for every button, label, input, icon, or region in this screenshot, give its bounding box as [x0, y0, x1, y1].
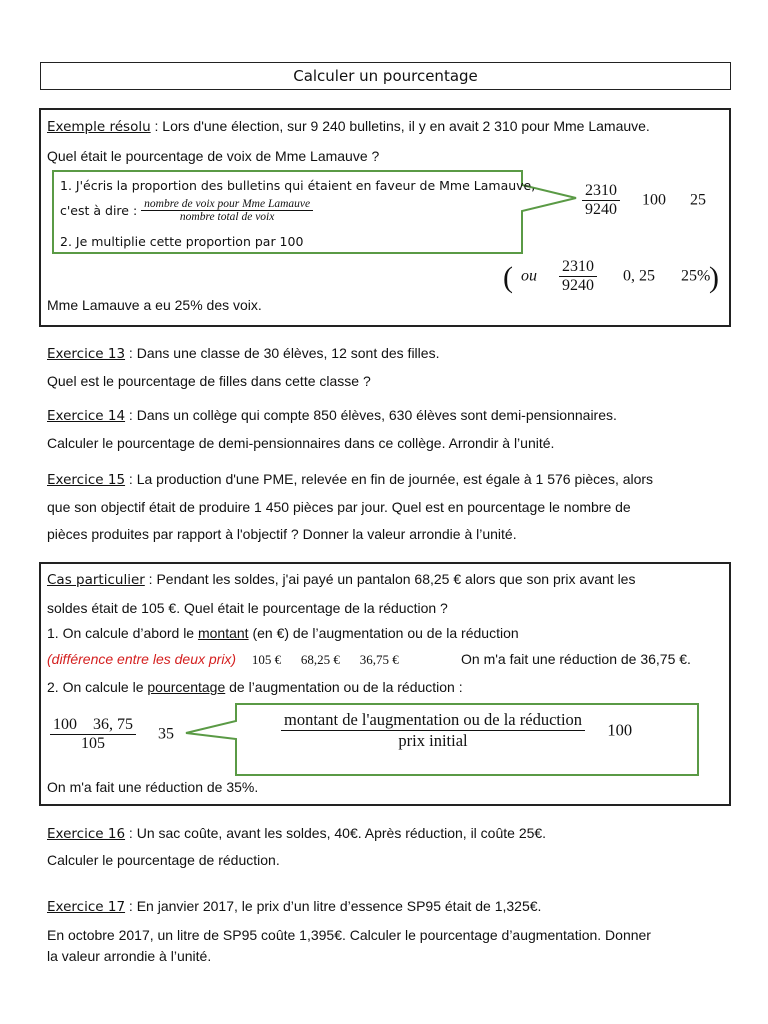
special-line-1: [47, 571, 635, 588]
special-text-1: : Pendant les soldes, j'ai payé un pantalon 68,25 € alors que son prix avant les: [144, 571, 636, 587]
special-step-1-underlined: montant: [197, 625, 249, 641]
exercise-16-label: Exercice 16: [47, 826, 126, 842]
special-calc-result: 35: [158, 725, 174, 743]
callout-fraction-num: nombre de voix pour Mme Lamauve: [141, 198, 313, 211]
formula-factor: 100: [607, 720, 633, 740]
special-line-2: soldes était de 105 €. Quel était le pourcentage de la réduction ?: [47, 600, 448, 616]
calc2-decimal: 0, 25: [623, 267, 655, 285]
exercise-17-line-1: [47, 898, 541, 915]
special-red-note: (différence entre les deux prix): [47, 651, 237, 667]
exercise-15-label: Exercice 15: [47, 472, 126, 488]
callout-step-1b-text: c'est à dire :: [60, 203, 138, 218]
example-heading: Exemple résolu: [47, 119, 151, 135]
calc1-fraction: [582, 182, 620, 219]
special-difference-line: [47, 651, 399, 668]
calc2-fraction: [559, 258, 597, 295]
special-calc-den: 105: [81, 735, 105, 752]
special-step-2-a: 2. On calcule le: [47, 679, 148, 695]
callout-fraction: [141, 198, 313, 223]
exercise-17-label: Exercice 17: [47, 899, 126, 915]
exercise-17-text-1: : En janvier 2017, le prix d’un litre d’essence SP95 était de 1,325€.: [125, 898, 542, 914]
calc1: [582, 182, 706, 219]
callout-step-1: 1. J'écris la proportion des bulletins qui étaient en faveur de Mme Lamauve,: [60, 178, 536, 193]
exercise-15-line-1: [47, 471, 653, 488]
formula: [281, 710, 632, 751]
calc1-num: 2310: [582, 182, 620, 201]
title-box: [40, 62, 731, 90]
exercise-13-line-1: [47, 345, 439, 362]
special-step-1-a: 1. On calcule d’abord le: [47, 625, 198, 641]
calc2-percent: 25%: [681, 267, 711, 285]
special-step-1-b: (en €) de l’augmentation ou de la réduction: [248, 625, 519, 641]
exercise-13-label: Exercice 13: [47, 346, 126, 362]
special-difference-text: On m'a fait une réduction de 36,75 €.: [461, 651, 691, 667]
calc1-den: 9240: [585, 201, 617, 218]
calc1-factor: 100: [642, 191, 666, 209]
special-step-2-b: de l’augmentation ou de la réduction :: [225, 679, 463, 695]
calc1-result: 25: [690, 191, 706, 209]
example-line-2: Quel était le pourcentage de voix de Mme Lamauve ?: [47, 148, 380, 164]
formula-num: montant de l'augmentation ou de la réduction: [281, 710, 585, 731]
exercise-16-line-2: Calculer le pourcentage de réduction.: [47, 852, 280, 868]
calc2-num: 2310: [559, 258, 597, 277]
example-line-1: [47, 118, 650, 135]
callout-step-1b: [60, 198, 313, 223]
calc2: [521, 258, 710, 295]
special-step-2-underlined: pourcentage: [147, 679, 226, 695]
formula-fraction: [281, 710, 585, 751]
calc2-den: 9240: [562, 277, 594, 294]
exercise-14-text-1: : Dans un collège qui compte 850 élèves, 630 élèves sont demi-pensionnaires.: [125, 407, 617, 423]
exercise-17-line-3: la valeur arrondie à l’unité.: [47, 948, 212, 964]
special-calc: [50, 716, 174, 753]
special-conclusion: On m'a fait une réduction de 35%.: [47, 779, 259, 795]
special-heading: Cas particulier: [47, 572, 145, 588]
special-calc-fraction: [50, 716, 136, 753]
exercise-13-text-1: : Dans une classe de 30 élèves, 12 sont des filles.: [125, 345, 440, 361]
exercise-14-label: Exercice 14: [47, 408, 126, 424]
special-step-1: [47, 625, 519, 641]
callout-fraction-den: nombre total de voix: [179, 211, 275, 223]
paren-right: ): [709, 261, 719, 294]
diff-b: 68,25 €: [300, 652, 340, 667]
example-text-1: : Lors d'une élection, sur 9 240 bulletins, il y en avait 2 310 pour Mme Lamauve.: [150, 118, 650, 134]
exercise-14-line-1: [47, 407, 617, 424]
special-step-2: [47, 679, 463, 695]
paren-left: (: [503, 261, 513, 294]
exercise-14-line-2: Calculer le pourcentage de demi-pensionnaires dans ce collège. Arrondir à l’unité.: [47, 435, 555, 451]
exercise-16-text-1: : Un sac coûte, avant les soldes, 40€. Après réduction, il coûte 25€.: [125, 825, 547, 841]
exercise-13-line-2: Quel est le pourcentage de filles dans cette classe ?: [47, 373, 371, 389]
exercise-16-line-1: [47, 825, 546, 842]
callout-step-2: 2. Je multiplie cette proportion par 100: [60, 234, 304, 249]
exercise-15-text-1: : La production d'une PME, relevée en fin de journée, est égale à 1 576 pièces, alors: [125, 471, 654, 487]
exercise-17-line-2: En octobre 2017, un litre de SP95 coûte 1,395€. Calculer le pourcentage d’augmentation. Donner: [47, 927, 651, 943]
special-calc-num: 100 36, 75: [50, 716, 136, 735]
formula-den: prix initial: [398, 731, 468, 750]
page-title: Calculer un pourcentage: [293, 67, 478, 85]
exercise-15-line-2: que son objectif était de produire 1 450 pièces par jour. Quel est en pourcentage le nombre de: [47, 499, 631, 515]
diff-a: 105 €: [251, 652, 282, 667]
calc2-ou: ou: [521, 267, 537, 285]
example-conclusion: Mme Lamauve a eu 25% des voix.: [47, 297, 262, 313]
diff-c: 36,75 €: [359, 652, 399, 667]
exercise-15-line-3: pièces produites par rapport à l'objectif ? Donner la valeur arrondie à l’unité.: [47, 526, 517, 542]
